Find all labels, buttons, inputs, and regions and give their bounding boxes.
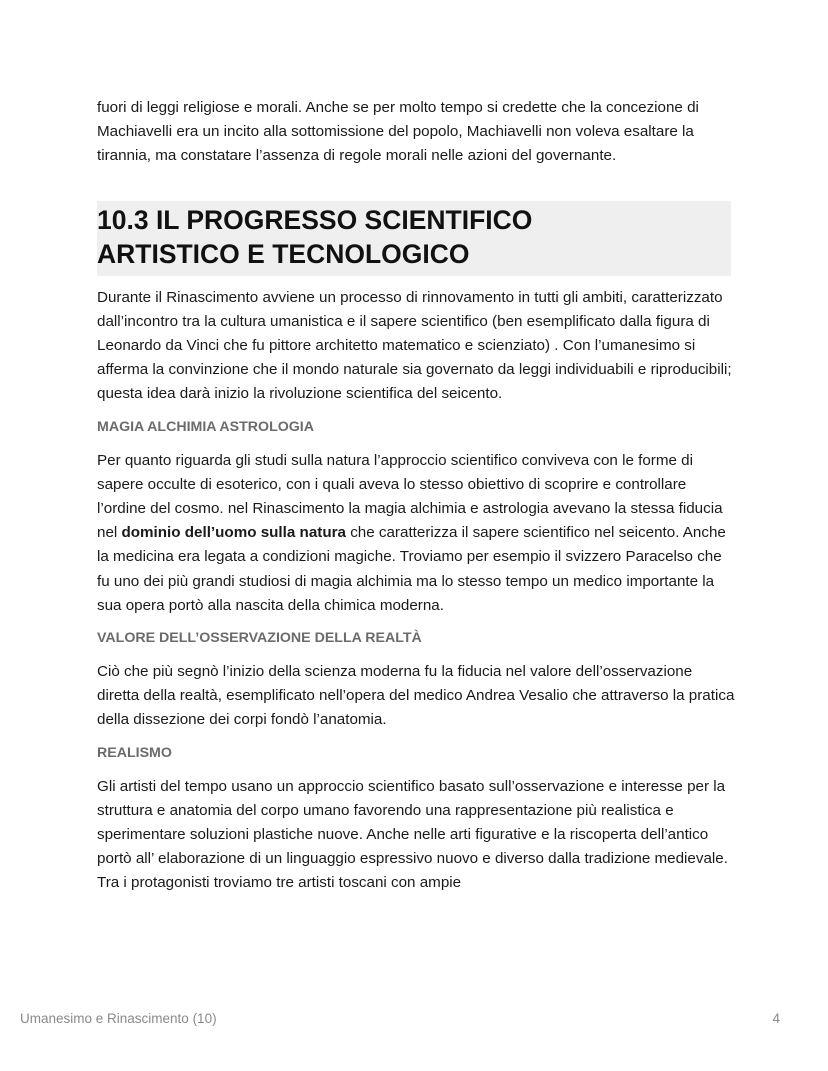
magia-text-before: Per quanto riguarda gli studi sulla natura l’approccio scientifico conviveva con le forme di sapere occulte di esoterico, con i quali aveva lo stesso obiettivo di scoprire e controllare l’ordine del cosmo. nel Rinascimento la magia alchimia e astrologia avevano la stessa fiducia nel xyxy=(97,451,723,542)
section-title-line-1: 10.3 IL PROGRESSO SCIENTIFICO xyxy=(97,204,533,235)
subheading-realismo: REALISMO xyxy=(97,744,172,761)
section-title xyxy=(97,203,731,272)
realismo-paragraph: Gli artisti del tempo usano un approccio scientifico basato sull’osservazione e interesse per la struttura e anatomia del corpo umano favorendo una rappresentazione più realistica e sperimentare soluzioni plastiche nuove. Anche nelle arti figurative e la riscoperta dell’antico portò all’ elaborazione di un linguaggio espressivo nuovo e diverso dalla tradizione medievale. Tra i protagonisti troviamo tre artisti toscani con ampie xyxy=(97,777,728,892)
section-title-line-2: ARTISTICO E TECNOLOGICO xyxy=(97,239,470,270)
magia-paragraph xyxy=(97,449,737,618)
magia-text-bold: dominio dell’uomo sulla natura xyxy=(121,524,346,542)
section-intro-paragraph: Durante il Rinascimento avviene un processo di rinnovamento in tutti gli ambiti, caratterizzato dall’incontro tra la cultura umanistica e il sapere scientifico (ben esemplificato dalla figura di Leonardo da Vinci che fu pittore architetto matematico e scienziato) . Con l’umanesimo si afferma la convinzione che il mondo naturale sia governato da leggi individuabili e riproducibili; questa idea darà inizio la rivoluzione scientifica del seicento. xyxy=(97,288,732,403)
subheading-osservazione: VALORE DELL’OSSERVAZIONE DELLA REALTÀ xyxy=(97,630,422,647)
page-content xyxy=(97,96,737,896)
magia-text-after: che caratterizza il sapere scientifico nel seicento. Anche la medicina era legata a condizioni magiche. Troviamo per esempio il svizzero Paracelso che fu uno dei più grandi studiosi di magia alchimia ma lo stesso tempo un medico importante la sua opera portò alla nascita della chimica moderna. xyxy=(97,524,726,614)
section-heading-box xyxy=(97,201,731,276)
footer-title: Umanesimo e Rinascimento (10) xyxy=(20,1011,217,1026)
subheading-magia: MAGIA ALCHIMIA ASTROLOGIA xyxy=(97,418,314,435)
osservazione-paragraph: Ciò che più segnò l’inizio della scienza moderna fu la fiducia nel valore dell’osservazione diretta della realtà, esemplificato nell’opera del medico Andrea Vesalio che attraverso la pratica della dissezione dei corpi fondò l’anatomia. xyxy=(97,663,735,729)
page-number: 4 xyxy=(772,1011,780,1026)
intro-paragraph: fuori di leggi religiose e morali. Anche se per molto tempo si credette che la concezione di Machiavelli era un incito alla sottomissione del popolo, Machiavelli non voleva esaltare la tirannia, ma constatare l’assenza di regole morali nelle azioni del governante. xyxy=(97,99,699,165)
